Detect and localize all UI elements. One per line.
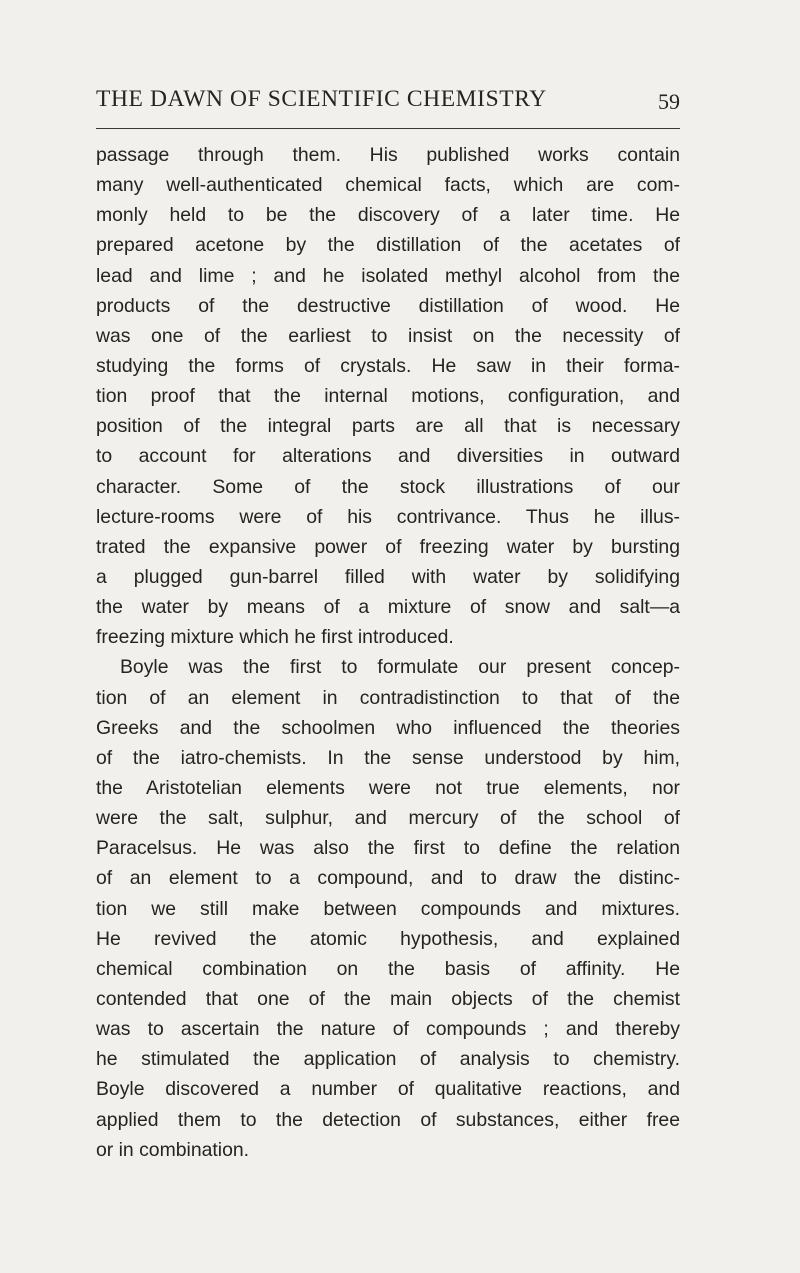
text-line: position of the integral parts are all that is necessary xyxy=(96,415,680,438)
text-line: character. Some of the stock illustrations of our xyxy=(96,475,680,498)
text-line: prepared acetone by the distillation of the acetates of xyxy=(96,234,680,257)
text-line: a plugged gun-barrel filled with water by solidifying xyxy=(96,565,680,588)
text-line: was one of the earliest to insist on the necessity of xyxy=(96,324,680,347)
text-line: tion proof that the internal motions, configuration, and xyxy=(96,385,680,408)
text-line: to account for alterations and diversities in outward xyxy=(96,445,680,468)
running-head xyxy=(96,86,680,120)
text-line: trated the expansive power of freezing water by bursting xyxy=(96,535,680,558)
text-line: He revived the atomic hypothesis, and explained xyxy=(96,927,680,950)
text-line: of the iatro-chemists. In the sense understood by him, xyxy=(96,746,680,769)
paragraph-last-line: or in combination. xyxy=(96,1138,250,1161)
text-line: lead and lime ; and he isolated methyl alcohol from the xyxy=(96,264,680,287)
text-line: Greeks and the schoolmen who influenced the theories xyxy=(96,716,680,739)
text-line: tion we still make between compounds and mixtures. xyxy=(96,897,680,920)
paragraph-first-line: Boyle was the first to formulate our present concep- xyxy=(120,656,680,679)
text-line: Boyle discovered a number of qualitative reactions, and xyxy=(96,1078,680,1101)
page-number: 59 xyxy=(658,89,680,114)
text-line: he stimulated the application of analysis to chemistry. xyxy=(96,1048,680,1071)
text-line: many well-authenticated chemical facts, which are com- xyxy=(96,174,680,197)
body-text xyxy=(96,140,680,1165)
text-line: studying the forms of crystals. He saw in their forma- xyxy=(96,354,680,377)
text-line: were the salt, sulphur, and mercury of the school of xyxy=(96,807,680,830)
text-line: applied them to the detection of substances, either free xyxy=(96,1108,680,1131)
running-title: THE DAWN OF SCIENTIFIC CHEMISTRY xyxy=(96,86,547,112)
text-line: contended that one of the main objects of the chemist xyxy=(96,987,680,1010)
text-line: was to ascertain the nature of compounds ; and thereby xyxy=(96,1018,680,1041)
header-rule xyxy=(96,128,680,129)
paragraph-last-line: freezing mixture which he first introduced. xyxy=(96,626,454,649)
text-line: passage through them. His published works contain xyxy=(96,144,680,166)
text-line: monly held to be the discovery of a later time. He xyxy=(96,204,680,227)
text-line: tion of an element in contradistinction to that of the xyxy=(96,686,680,709)
text-line: the Aristotelian elements were not true elements, nor xyxy=(96,776,680,799)
text-line: of an element to a compound, and to draw the distinc- xyxy=(96,867,680,890)
text-line: the water by means of a mixture of snow and salt—a xyxy=(96,596,680,619)
text-line: chemical combination on the basis of affinity. He xyxy=(96,957,680,980)
text-line: products of the destructive distillation of wood. He xyxy=(96,294,680,317)
text-line: lecture-rooms were of his contrivance. Thus he illus- xyxy=(96,505,680,528)
text-line: Paracelsus. He was also the first to define the relation xyxy=(96,837,680,860)
